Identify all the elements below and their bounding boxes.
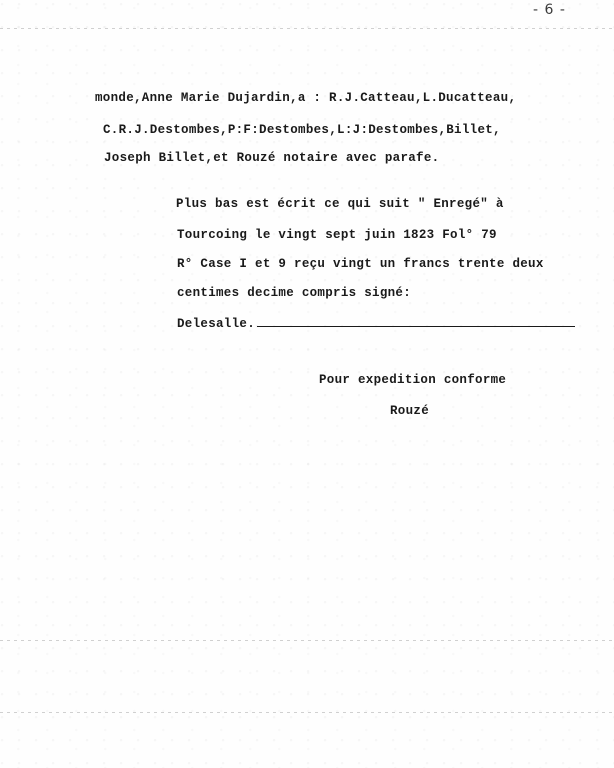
closing-signature: Rouzé [390,404,430,418]
text-line: centimes decime compris signé: [177,286,412,300]
page-number: - 6 - [533,2,566,18]
scan-artifact [0,28,614,29]
text-line: monde,Anne Marie Dujardin,a : R.J.Catteau,L.Ducatteau, [95,91,517,105]
text-line: Joseph Billet,et Rouzé notaire avec parafe. [104,151,440,165]
scan-artifact [0,640,614,641]
text-line: R° Case I et 9 reçu vingt un francs trente deux [177,257,544,271]
text-line: C.R.J.Destombes,P:F:Destombes,L:J:Destombes,Billet, [103,123,501,137]
text-line: Plus bas est écrit ce qui suit " Enregé" à [176,197,504,211]
signature-line [177,316,575,331]
text-line: Tourcoing le vingt sept juin 1823 Fol° 79 [177,228,497,242]
signature-underline [257,316,575,327]
closing-text: Pour expedition conforme [319,373,507,387]
signature-name: Delesalle. [177,317,256,331]
scan-artifact [0,712,614,713]
